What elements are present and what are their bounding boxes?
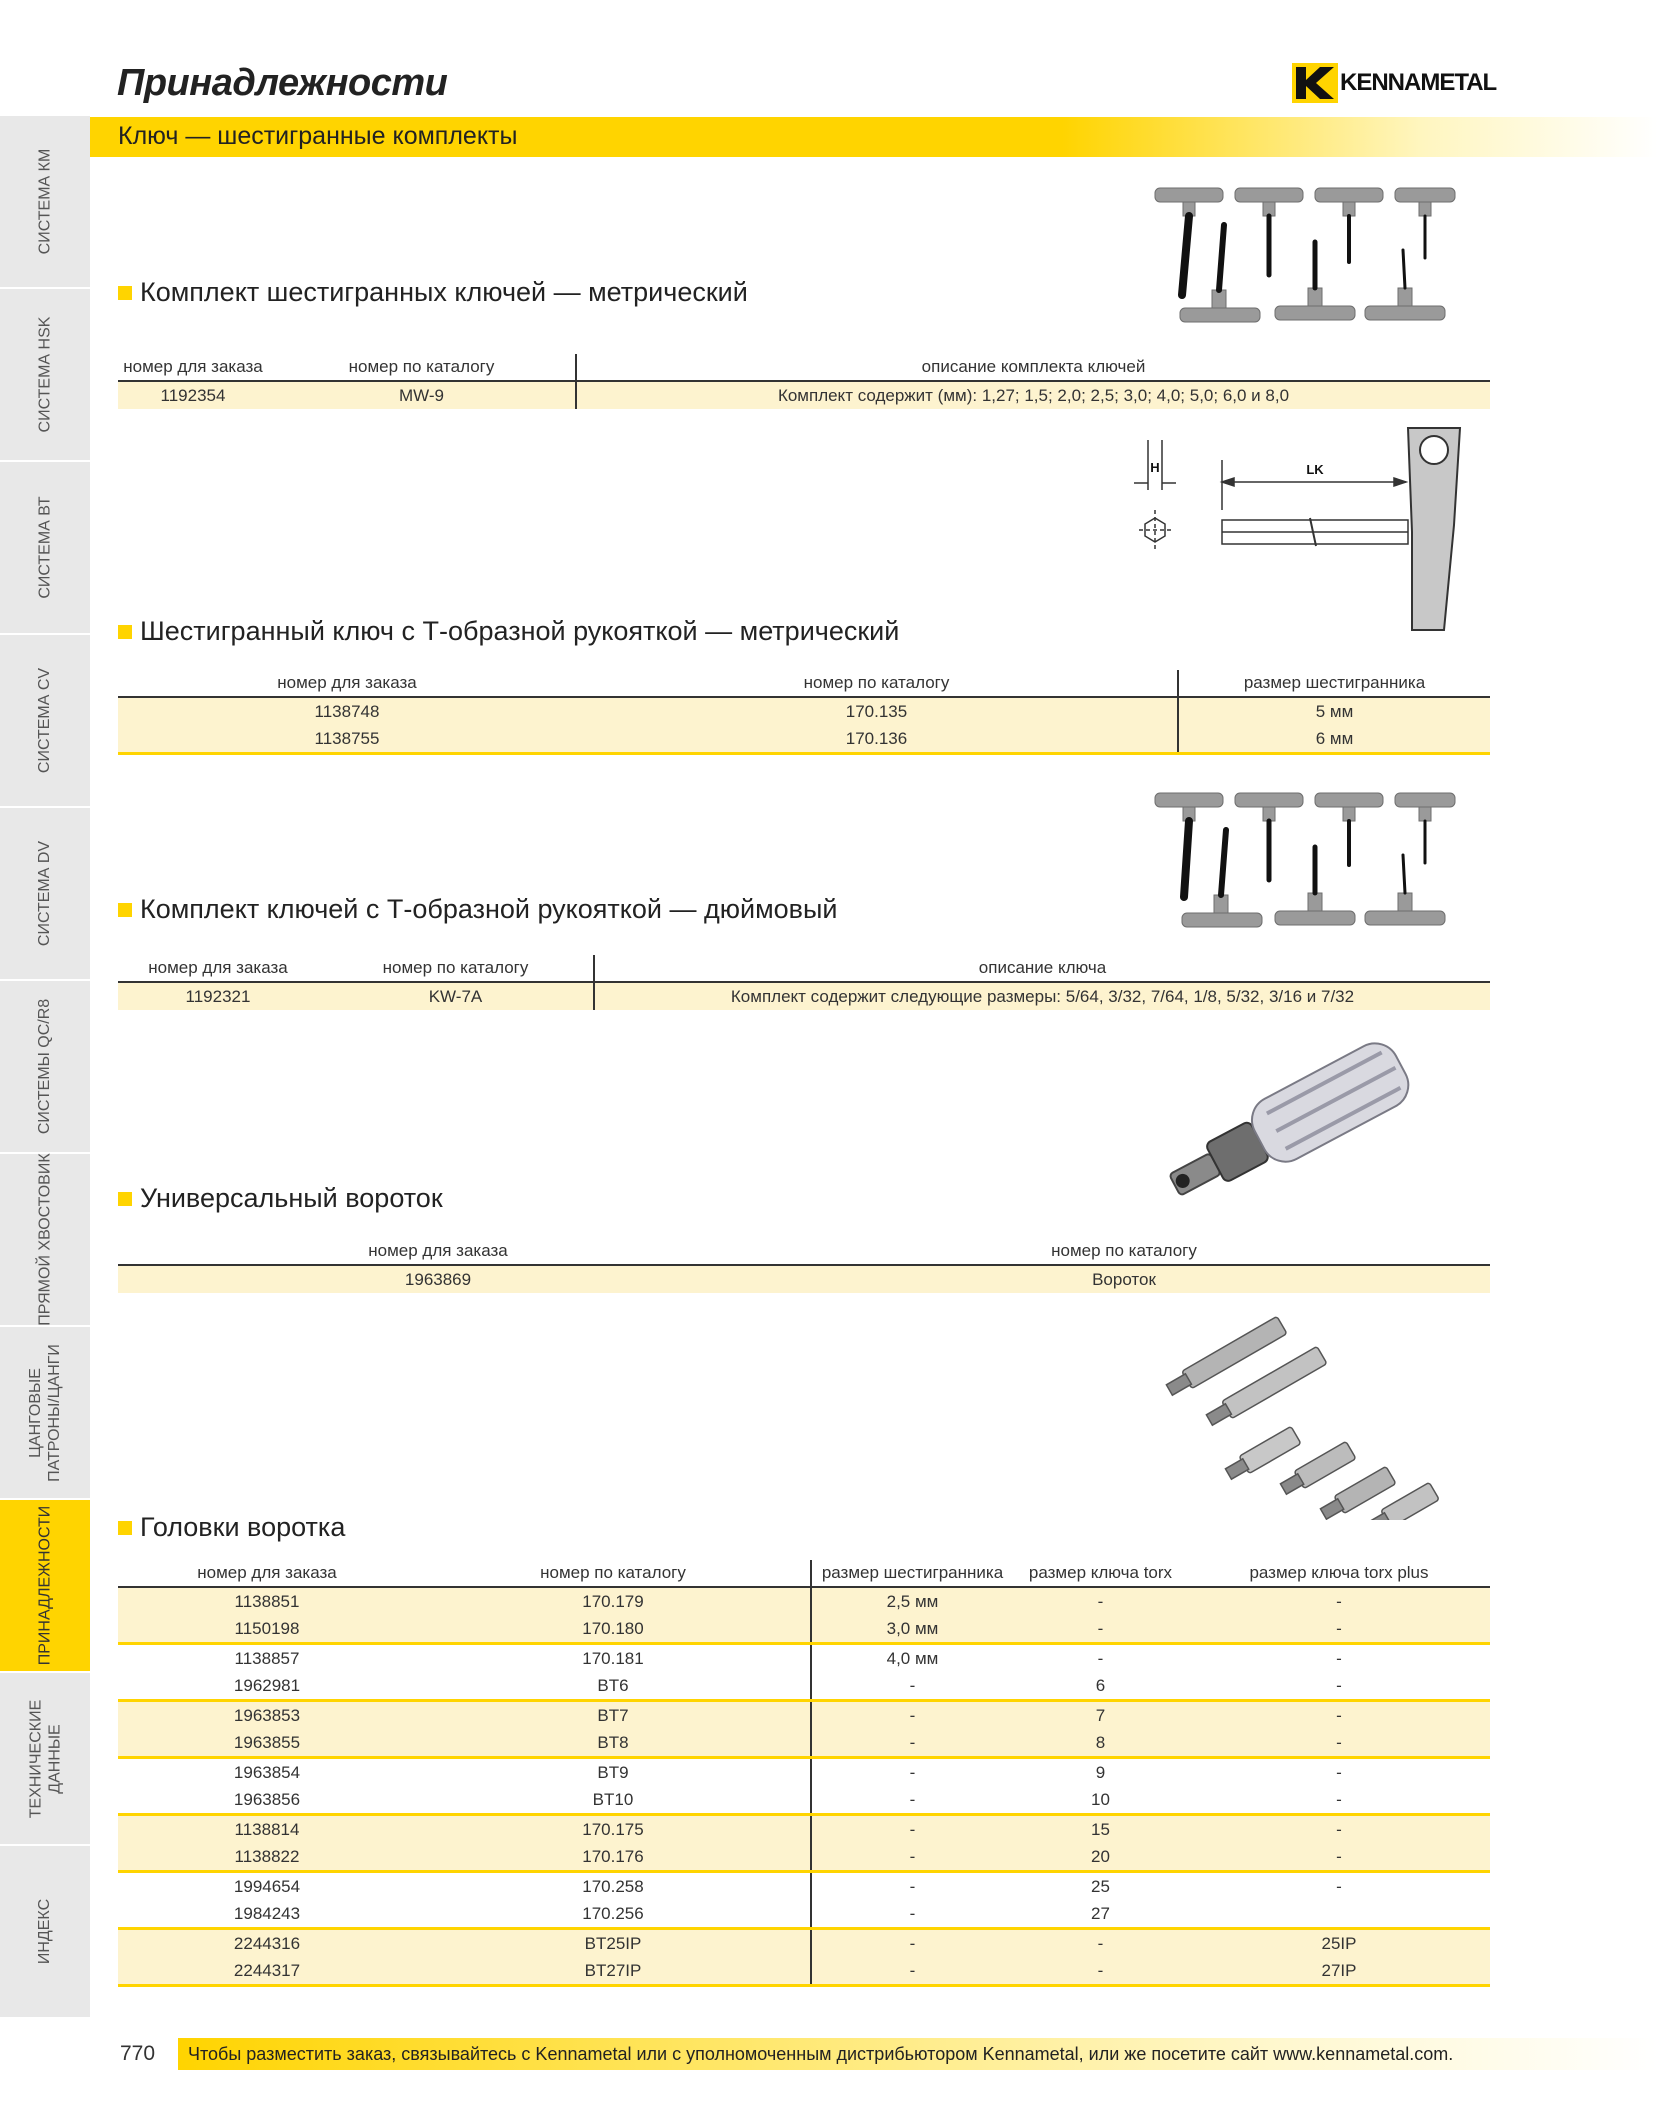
cell: 6 — [1013, 1672, 1188, 1701]
cell: - — [1336, 1877, 1342, 1896]
heading-text: Универсальный вороток — [140, 1183, 443, 1213]
cell: - — [909, 1763, 916, 1782]
section-heading-metric-set — [118, 277, 748, 308]
side-tab-label: СИСТЕМА ВТ — [36, 496, 54, 599]
table-row — [118, 1900, 1490, 1929]
table-row — [118, 725, 1490, 754]
col-header: описание ключа — [594, 955, 1490, 982]
table-row — [118, 381, 1490, 409]
table-row — [118, 1701, 1490, 1730]
cell: 1138857 — [234, 1649, 300, 1668]
col-header: номер для заказа — [118, 670, 576, 697]
table-row — [118, 1265, 1490, 1293]
side-tab[interactable] — [0, 116, 90, 290]
cell: KW-7A — [318, 982, 594, 1010]
cell: 1963869 — [118, 1265, 758, 1293]
side-tab[interactable] — [0, 1500, 90, 1674]
table-row — [118, 1843, 1490, 1872]
side-tab[interactable] — [0, 1846, 90, 2020]
cell: 1150198 — [118, 1615, 416, 1644]
col-header: описание комплекта ключей — [576, 354, 1490, 381]
cell: - — [811, 1843, 1013, 1872]
kennametal-logo — [1292, 62, 1496, 104]
cell: - — [811, 1786, 1013, 1815]
cell: 1984243 — [118, 1900, 416, 1929]
cell: - — [1188, 1815, 1490, 1844]
section-title: Ключ — шестигранные комплекты — [118, 122, 518, 150]
cell: Комплект содержит следующие размеры: 5/64, 3/32, 7/64, 1/8, 5/32, 3/16 и 7/32 — [594, 982, 1490, 1010]
bullet-square-icon — [118, 1192, 132, 1206]
bullet-square-icon — [118, 903, 132, 917]
t-handle-key-diagram — [1130, 420, 1480, 650]
side-tab[interactable] — [0, 981, 90, 1155]
col-header: размер ключа torx plus — [1188, 1560, 1490, 1587]
table-row — [118, 697, 1490, 725]
heading-text: Шестигранный ключ с Т-образной рукояткой — метрический — [140, 616, 900, 646]
cell: 8 — [1013, 1729, 1188, 1758]
side-tab[interactable] — [0, 808, 90, 982]
cell: - — [811, 1672, 1013, 1701]
cell: - — [1013, 1957, 1188, 1986]
table-row — [118, 1615, 1490, 1644]
cell: - — [1188, 1729, 1490, 1758]
diagram-label-lk: LK — [1306, 462, 1324, 477]
cell: - — [811, 1957, 1013, 1986]
cell: 1963853 — [118, 1701, 416, 1730]
cell: BT9 — [416, 1758, 811, 1787]
cell: - — [811, 1729, 1013, 1758]
col-header: номер для заказа — [118, 955, 318, 982]
kennametal-k-icon — [1292, 63, 1338, 103]
inch-t-handle-set-image — [1150, 785, 1470, 935]
cell: 1994654 — [233, 1877, 301, 1896]
section-heading-universal-driver — [118, 1183, 443, 1214]
table-header-row — [118, 1238, 1490, 1265]
table-row — [118, 1758, 1490, 1787]
table-row — [118, 1815, 1490, 1844]
cell: 170.179 — [416, 1587, 811, 1615]
cell: - — [1013, 1615, 1188, 1644]
table-row — [118, 1957, 1490, 1986]
cell: 1963856 — [118, 1786, 416, 1815]
brand-name: KENNAMETAL — [1340, 69, 1497, 96]
table-row — [118, 982, 1490, 1010]
table-row — [118, 1644, 1490, 1673]
cell: BT10 — [416, 1786, 811, 1815]
table-universal-driver — [118, 1238, 1490, 1293]
side-tab-label: СИСТЕМА CV — [36, 667, 54, 774]
bullet-square-icon — [118, 625, 132, 639]
table-row — [118, 1587, 1490, 1615]
cell: 170.175 — [416, 1815, 811, 1844]
cell: BT8 — [416, 1729, 811, 1758]
table-header-row — [118, 1560, 1490, 1587]
cell: 1962981 — [118, 1672, 416, 1701]
hex-key-set-image — [1150, 180, 1470, 330]
cell: 170.135 — [576, 697, 1178, 725]
cell: 6 мм — [1178, 725, 1490, 754]
universal-driver-image — [1155, 1030, 1425, 1215]
side-tab-nav — [0, 116, 90, 2023]
cell: 1138851 — [118, 1587, 416, 1615]
cell: - — [1188, 1786, 1490, 1815]
table-header-row — [118, 670, 1490, 697]
driver-bits-image — [1160, 1305, 1450, 1520]
col-header: номер по каталогу — [268, 354, 576, 381]
cell: 27IP — [1188, 1957, 1490, 1986]
side-tab[interactable] — [0, 289, 90, 463]
side-tab-label: ЦАНГОВЫЕ ПАТРОНЫ/ЦАНГИ — [27, 1343, 64, 1482]
cell: - — [1188, 1672, 1490, 1701]
cell: 15 — [1013, 1815, 1188, 1844]
side-tab-label: ТЕХНИЧЕСКИЕ ДАННЫЕ — [27, 1699, 63, 1818]
cell: 1138814 — [118, 1815, 416, 1844]
table-header-row — [118, 354, 1490, 381]
cell: 25 — [1091, 1877, 1110, 1896]
cell — [1188, 1900, 1490, 1929]
cell: 27 — [1013, 1900, 1188, 1929]
side-tab[interactable] — [0, 1154, 90, 1328]
table-driver-bits — [118, 1560, 1490, 1987]
diagram-label-h: H — [1150, 460, 1160, 475]
col-header: номер для заказа — [118, 354, 268, 381]
cell: - — [1188, 1701, 1490, 1730]
cell: 1192321 — [118, 982, 318, 1010]
cell: 25IP — [1188, 1929, 1490, 1958]
cell: - — [1097, 1649, 1104, 1668]
col-header: номер по каталогу — [416, 1560, 811, 1587]
cell: - — [811, 1900, 1013, 1929]
cell: 170.176 — [416, 1843, 811, 1872]
side-tab-label: ПРЯМОЙ ХВОСТОВИК — [36, 1153, 54, 1326]
cell: Комплект содержит (мм): 1,27; 1,5; 2,0; 2,5; 3,0; 4,0; 5,0; 6,0 и 8,0 — [576, 381, 1490, 409]
cell: - — [811, 1929, 1013, 1958]
col-header: номер по каталогу — [576, 670, 1178, 697]
page-title: Принадлежности — [117, 62, 448, 104]
cell: - — [1013, 1929, 1188, 1958]
side-tab[interactable] — [0, 635, 90, 809]
cell: 3,0 мм — [811, 1615, 1013, 1644]
cell: BT7 — [416, 1701, 811, 1730]
col-header: размер шестигранника — [1178, 670, 1490, 697]
bullet-square-icon — [118, 1521, 132, 1535]
table-header-row — [118, 955, 1490, 982]
cell: 170.181 — [416, 1644, 811, 1673]
section-heading-driver-bits — [118, 1512, 345, 1543]
side-tab-label: ПРИНАДЛЕЖНОСТИ — [36, 1505, 54, 1666]
col-header: размер ключа torx — [1013, 1560, 1188, 1587]
cell: 1192354 — [118, 381, 268, 409]
side-tab[interactable] — [0, 1673, 90, 1847]
cell: - — [1188, 1843, 1490, 1872]
side-tab[interactable] — [0, 462, 90, 636]
heading-text: Комплект шестигранных ключей — метрический — [140, 277, 748, 307]
cell: 170.136 — [576, 725, 1178, 754]
cell: 9 — [1095, 1763, 1106, 1782]
col-header: номер по каталогу — [758, 1238, 1490, 1265]
footer-text: Чтобы разместить заказ, связывайтесь с Kennametal или с уполномоченным дистрибьютором Kennametal, или же посетите сайт www.kennametal.com. — [188, 2044, 1454, 2064]
side-tab-label: СИСТЕМА КМ — [36, 148, 54, 255]
cell: - — [811, 1815, 1013, 1844]
cell: BT27IP — [416, 1957, 811, 1986]
side-tab-label: ИНДЕКС — [36, 1898, 54, 1965]
table-inch-set — [118, 955, 1490, 1010]
cell: Вороток — [758, 1265, 1490, 1293]
cell: 1138748 — [118, 697, 576, 725]
cell: 170.256 — [416, 1900, 811, 1929]
cell: 10 — [1013, 1786, 1188, 1815]
cell: BT25IP — [416, 1929, 811, 1958]
table-row — [118, 1729, 1490, 1758]
cell: MW-9 — [268, 381, 576, 409]
cell: 1138755 — [118, 725, 576, 754]
section-heading-inch-set — [118, 894, 838, 925]
bullet-square-icon — [118, 286, 132, 300]
col-header: размер шестигранника — [811, 1560, 1013, 1587]
cell: 1963855 — [118, 1729, 416, 1758]
side-tab[interactable] — [0, 1327, 90, 1501]
cell: 4,0 мм — [886, 1649, 939, 1668]
table-t-handle-metric — [118, 670, 1490, 755]
cell: 170.258 — [416, 1872, 811, 1901]
cell: BT6 — [416, 1672, 811, 1701]
cell: 5 мм — [1178, 697, 1490, 725]
cell: - — [1188, 1615, 1490, 1644]
col-header: номер для заказа — [118, 1238, 758, 1265]
cell: - — [1336, 1763, 1342, 1782]
cell: 2244316 — [118, 1929, 416, 1958]
table-row — [118, 1929, 1490, 1958]
table-row — [118, 1872, 1490, 1901]
cell: - — [811, 1701, 1013, 1730]
side-tab-label: СИСТЕМА DV — [36, 840, 54, 947]
side-tab-label: СИСТЕМА HSK — [36, 316, 54, 433]
cell: 1138822 — [118, 1843, 416, 1872]
col-header: номер по каталогу — [318, 955, 594, 982]
table-row — [118, 1672, 1490, 1701]
cell: - — [1188, 1587, 1490, 1615]
cell: - — [1336, 1649, 1342, 1668]
side-tab-label: СИСТЕМЫ QC/R8 — [36, 998, 54, 1135]
heading-text: Головки воротка — [140, 1512, 346, 1542]
cell: 20 — [1013, 1843, 1188, 1872]
cell: 7 — [1013, 1701, 1188, 1730]
page-number: 770 — [120, 2042, 156, 2065]
heading-text: Комплект ключей с Т-образной рукояткой — дюймовый — [140, 894, 838, 924]
table-row — [118, 1786, 1490, 1815]
section-heading-t-handle-metric — [118, 616, 899, 647]
cell: 2244317 — [118, 1957, 416, 1986]
cell: 1963854 — [233, 1763, 301, 1782]
cell: - — [909, 1877, 916, 1896]
cell: 170.180 — [416, 1615, 811, 1644]
col-header: номер для заказа — [118, 1560, 416, 1587]
cell: - — [1013, 1587, 1188, 1615]
cell: 2,5 мм — [811, 1587, 1013, 1615]
table-metric-set — [118, 354, 1490, 409]
